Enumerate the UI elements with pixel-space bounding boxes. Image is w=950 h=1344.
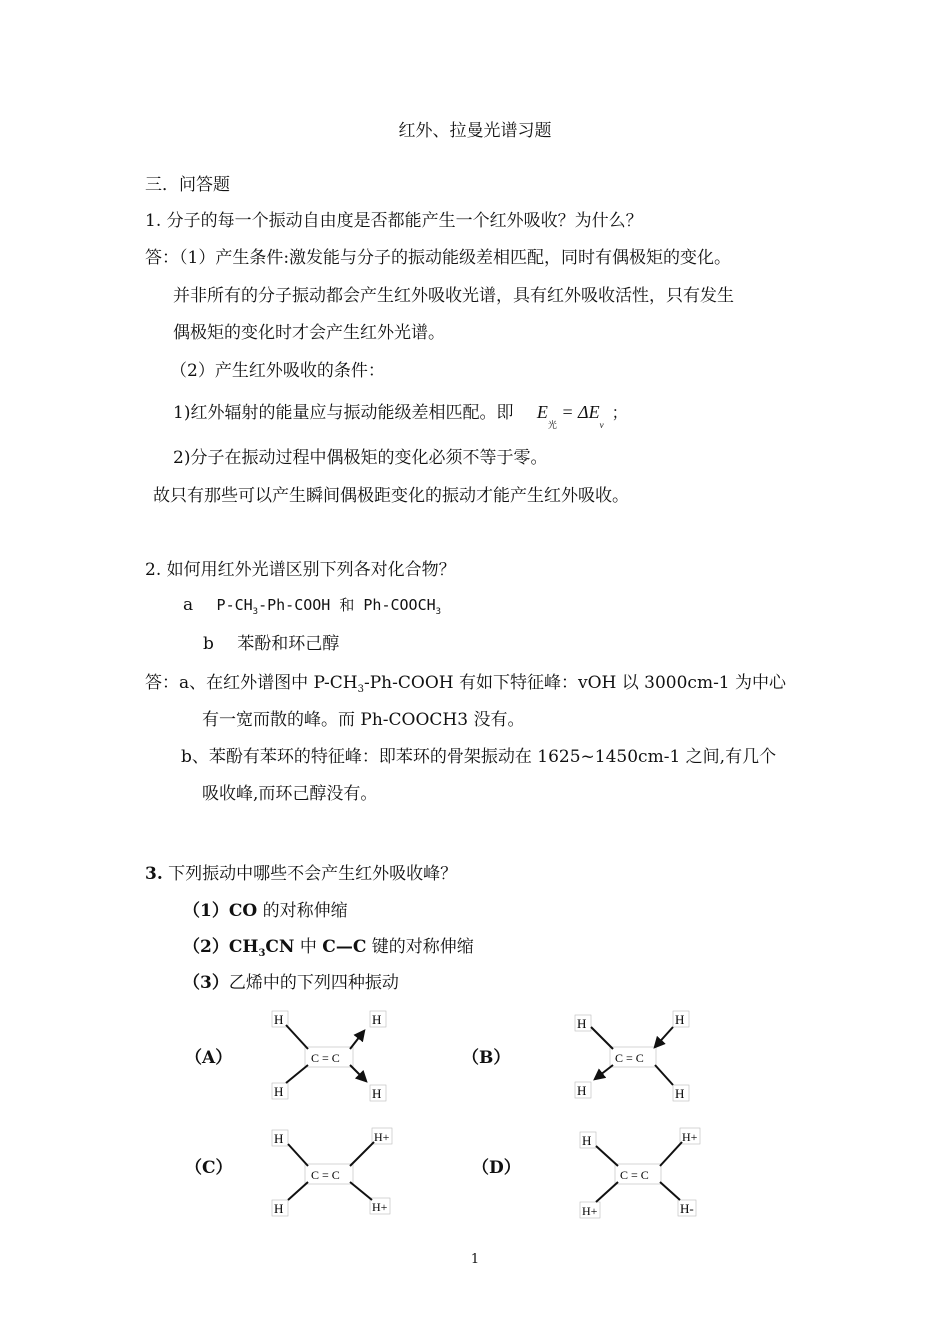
q1-answer-line: 故只有那些可以产生瞬间偶极距变化的振动才能产生红外吸收。 [153,486,629,506]
vibration-label-d: （D） [472,1158,521,1178]
atom-h: H [675,1086,685,1101]
q2-answer-a [145,668,786,695]
question-number: 3. [145,864,163,884]
q1-answer-line [173,398,628,430]
atom-h: H [372,1012,382,1027]
q1-answer-line: （2）产生红外吸收的条件： [170,361,385,381]
formula: CH [228,937,259,957]
ethylene-vibration-b [565,1005,705,1105]
q1-question: 1. 分子的每一个振动自由度是否都能产生一个红外吸收？为什么？ [145,211,643,231]
formula: CO [228,901,258,921]
ethylene-vibration-c [260,1122,400,1222]
answer-text: -Ph-COOH 有如下特征峰：vOH 以 3000cm-1 为中心 [364,673,787,693]
q1-answer-line: 2)分子在振动过程中偶极矩的变化必须不等于零。 [173,448,548,468]
q2-item-b [203,629,339,654]
answer-text: 答：a、在红外谱图中 P-CH [145,673,358,693]
atom-h: H [577,1083,587,1098]
item-a-prefix: a [183,595,194,615]
double-bond-label: C = C [620,1168,649,1182]
atom-h: H [274,1084,284,1099]
item-text: 键的对称伸缩 [366,937,474,957]
page-number: 1 [470,1252,480,1267]
item-number: （1） [183,901,229,921]
atom-h: H [274,1131,284,1146]
formula-symbol: E [536,402,548,422]
energy-formula [536,402,628,430]
atom-h-minus: H- [680,1201,694,1216]
formula-subscript: 光 [547,420,557,430]
subscript: 3 [258,948,266,959]
section-heading: 三．问答题 [145,175,230,195]
q3-item-2 [183,932,474,959]
double-bond-label: C = C [311,1168,340,1182]
ethylene-vibration-a [260,1005,400,1105]
formula-part: P-CH [216,596,253,614]
vibration-label-a: （A） [185,1048,233,1068]
q3-item-3 [183,968,399,993]
vibration-label-b: （B） [462,1048,511,1068]
q1-answer-line: 答：（1）产生条件:激发能与分子的振动能级差相匹配，同时有偶极矩的变化。 [145,248,732,268]
item-text: 乙烯中的下列四种振动 [228,973,399,993]
q1-condition-text: 1)红外辐射的能量应与振动能级差相匹配。即 [173,403,514,423]
item-b-text: 苯酚和环己醇 [237,634,340,654]
question-text: 下列振动中哪些不会产生红外吸收峰？ [162,864,458,884]
formula-equals: = ΔE [561,402,600,422]
item-b-prefix: b [203,634,214,654]
q3-question [145,859,457,884]
q2-item-a [183,594,441,617]
vibration-label-c: （C） [185,1158,233,1178]
atom-h: H [577,1016,587,1031]
q2-answer-b-line2: 吸收峰,而环己醇没有。 [202,784,378,804]
atom-h-plus: H+ [582,1204,598,1218]
q2-answer-a-line2: 有一宽而散的峰。而 Ph-COOCH3 没有。 [202,710,525,730]
atom-h-plus: H+ [682,1130,698,1144]
subscript: 3 [435,607,442,617]
item-a-formula [216,596,442,617]
item-number: （3） [183,973,229,993]
item-text: 中 [294,937,323,957]
q2-question: 2. 如何用红外光谱区别下列各对化合物？ [145,560,456,580]
atom-h: H [274,1012,284,1027]
formula: C—C [322,937,367,957]
page-title: 红外、拉曼光谱习题 [398,121,552,141]
subscript: 3 [357,684,364,695]
ethylene-vibration-d [570,1122,710,1222]
atom-h-plus: H+ [372,1200,388,1214]
item-text: 的对称伸缩 [257,901,348,921]
atom-h: H [372,1086,382,1101]
item-number: （2） [183,937,229,957]
q1-answer-line: 并非所有的分子振动都会产生红外吸收光谱，具有红外吸收活性，只有发生 [173,286,734,306]
atom-h: H [675,1012,685,1027]
q1-answer-line: 偶极矩的变化时才会产生红外光谱。 [173,323,445,343]
atom-h: H [582,1133,592,1148]
atom-h-plus: H+ [374,1130,390,1144]
double-bond-label: C = C [615,1051,644,1065]
formula-part: -Ph-COOH 和 Ph-COOCH [258,596,436,614]
double-bond-label: C = C [311,1051,340,1065]
q3-item-1 [183,896,348,921]
formula-subscript: v [599,420,604,430]
atom-h: H [274,1201,284,1216]
q2-answer-b: b、苯酚有苯环的特征峰：即苯环的骨架振动在 1625~1450cm-1 之间,有几个 [181,747,777,767]
formula: CN [265,937,295,957]
formula-end: ； [611,405,628,422]
subscript: 3 [252,607,259,617]
